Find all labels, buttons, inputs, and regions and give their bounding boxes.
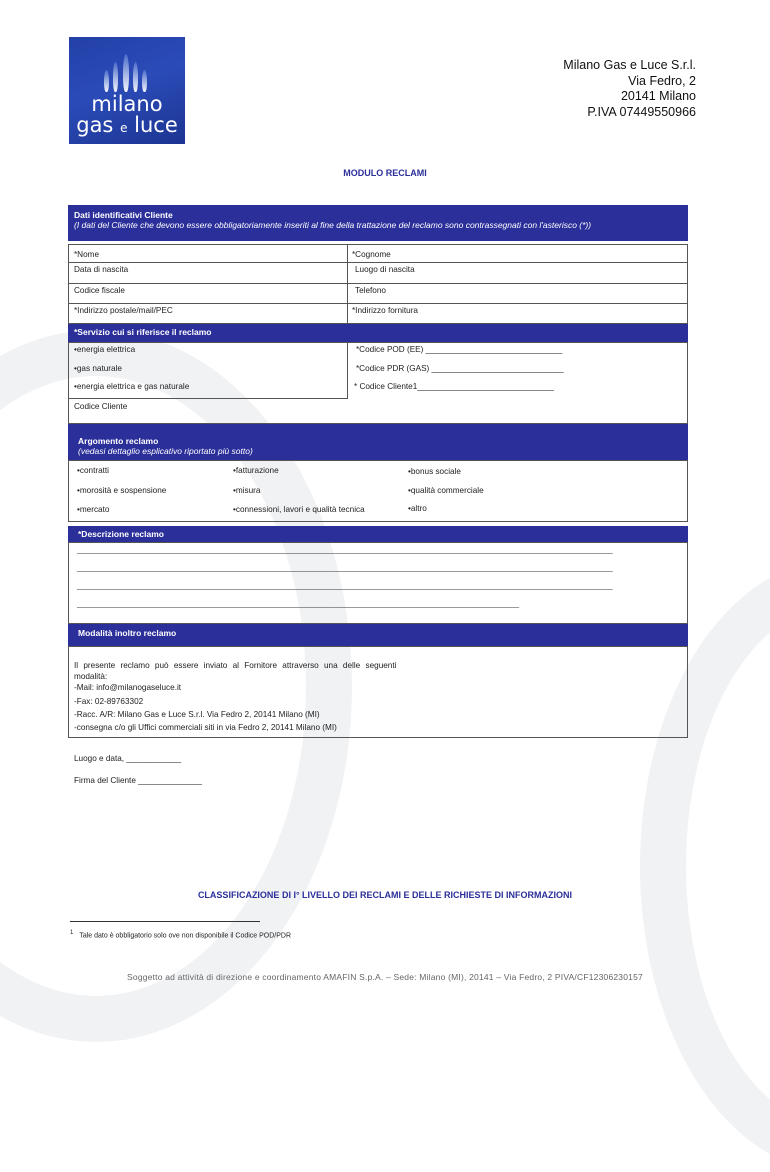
topic-market[interactable]: •mercato [77, 505, 110, 514]
sending-section-heading: Modalità inoltro reclamo [78, 628, 177, 638]
sending-mail: -Mail: info@milanogaseluce.it [74, 683, 182, 692]
field-birth-date[interactable]: Data di nascita [74, 265, 129, 274]
field-pdr-code[interactable]: *Codice PDR (GAS) _____________________________ [356, 364, 564, 373]
logo-line1: milano [91, 92, 163, 116]
sending-section-header [68, 624, 688, 646]
field-customer-code[interactable]: Codice Cliente [74, 402, 128, 411]
field-tax-code[interactable]: Codice fiscale [74, 286, 125, 295]
description-line-4[interactable]: ________________________________________________________________________________________________________ [77, 599, 519, 608]
description-line-2[interactable]: ______________________________________________________________________________________________________________________________ [77, 563, 613, 572]
topic-connections[interactable]: •connessioni, lavori e qualità tecnica [233, 505, 365, 514]
place-date-field[interactable]: Luogo e data, ____________ [74, 754, 181, 763]
sending-intro-line2: modalità: [74, 672, 108, 681]
description-section-heading: *Descrizione reclamo [78, 529, 164, 539]
field-phone[interactable]: Telefono [355, 286, 386, 295]
customer-section-heading: Dati identificativi Cliente [74, 210, 173, 220]
sending-fax: -Fax: 02-89763302 [74, 697, 144, 706]
company-address [563, 58, 696, 120]
signature-field[interactable]: Firma del Cliente ______________ [74, 776, 202, 785]
footnote-mark: 1 [70, 930, 74, 936]
topic-contracts[interactable]: •contratti [77, 466, 109, 475]
customer-section-header [68, 205, 688, 241]
service-section-heading: *Servizio cui si riferisce il reclamo [74, 327, 212, 337]
option-gas[interactable]: •gas naturale [74, 364, 122, 373]
company-name: Milano Gas e Luce S.r.l. [563, 58, 696, 72]
service-section-header [68, 324, 688, 342]
description-section-header [68, 526, 688, 542]
option-electricity-gas[interactable]: •energia elettrica e gas naturale [74, 382, 190, 391]
footnote-text: Tale dato è obbligatorio solo ove non disponibile il Codice POD/PDR [79, 932, 292, 940]
topic-arrears[interactable]: •morosità e sospensione [77, 486, 167, 495]
topic-commercial-quality[interactable]: •qualità commerciale [408, 486, 484, 495]
sending-intro-line1: Il presente reclamo può essere inviato al Fornitore attraverso una delle seguenti [74, 661, 397, 670]
field-birth-place[interactable]: Luogo di nascita [355, 265, 415, 274]
field-name[interactable]: *Nome [74, 250, 100, 259]
field-supply-address[interactable]: *Indirizzo fornitura [352, 306, 418, 315]
footnote [70, 930, 291, 939]
company-vat: P.IVA 07449550966 [587, 104, 696, 119]
classification-title: CLASSIFICAZIONE DI I° LIVELLO DEI RECLAMI E DELLE RICHIESTE DI INFORMAZIONI [197, 890, 573, 900]
field-surname[interactable]: *Cognome [352, 250, 391, 259]
topic-metering[interactable]: •misura [233, 486, 261, 495]
company-city: 20141 Milano [620, 89, 696, 103]
logo-line2: gas e luce [76, 113, 178, 137]
company-street: Via Fedro, 2 [628, 73, 696, 88]
topic-section-header [68, 424, 688, 460]
page-footer: Soggetto ad attività di direzione e coordinamento AMAFIN S.p.A. – Sede: Milano (MI), 20141 – Via Fedro, 2 PIVA/CF12306230157 [127, 972, 643, 982]
document-title: MODULO RECLAMI [343, 168, 427, 178]
customer-section-note: (I dati del Cliente che devono essere obbligatoriamente inseriti al fine della trattazione del reclamo sono contrassegnati con l'asterisco (*)) [74, 220, 592, 230]
option-electricity[interactable]: •energia elettrica [74, 345, 136, 354]
company-logo [69, 37, 185, 144]
topic-billing[interactable]: •fatturazione [233, 466, 279, 475]
description-line-1[interactable]: ______________________________________________________________________________________________________________________________ [77, 545, 613, 554]
topic-social-bonus[interactable]: •bonus sociale [408, 467, 461, 476]
field-customer-code-1[interactable]: * Codice Cliente1______________________________ [354, 382, 554, 391]
footnote-separator [70, 921, 260, 922]
sending-registered-mail: -Racc. A/R: Milano Gas e Luce S.r.l. Via Fedro 2, 20141 Milano (MI) [74, 710, 320, 719]
topic-section-note: (vedasi dettaglio esplicativo riportato più sotto) [78, 446, 253, 456]
field-address[interactable]: *Indirizzo postale/mail/PEC [74, 306, 173, 315]
sending-delivery: -consegna c/o gli Uffici commerciali siti in via Fedro 2, 20141 Milano (MI) [74, 723, 337, 732]
topic-section-heading: Argomento reclamo [78, 436, 159, 446]
field-pod-code[interactable]: *Codice POD (EE) ______________________________ [356, 345, 563, 354]
description-line-3[interactable]: ______________________________________________________________________________________________________________________________ [77, 581, 613, 590]
topic-other[interactable]: •altro [408, 504, 427, 513]
